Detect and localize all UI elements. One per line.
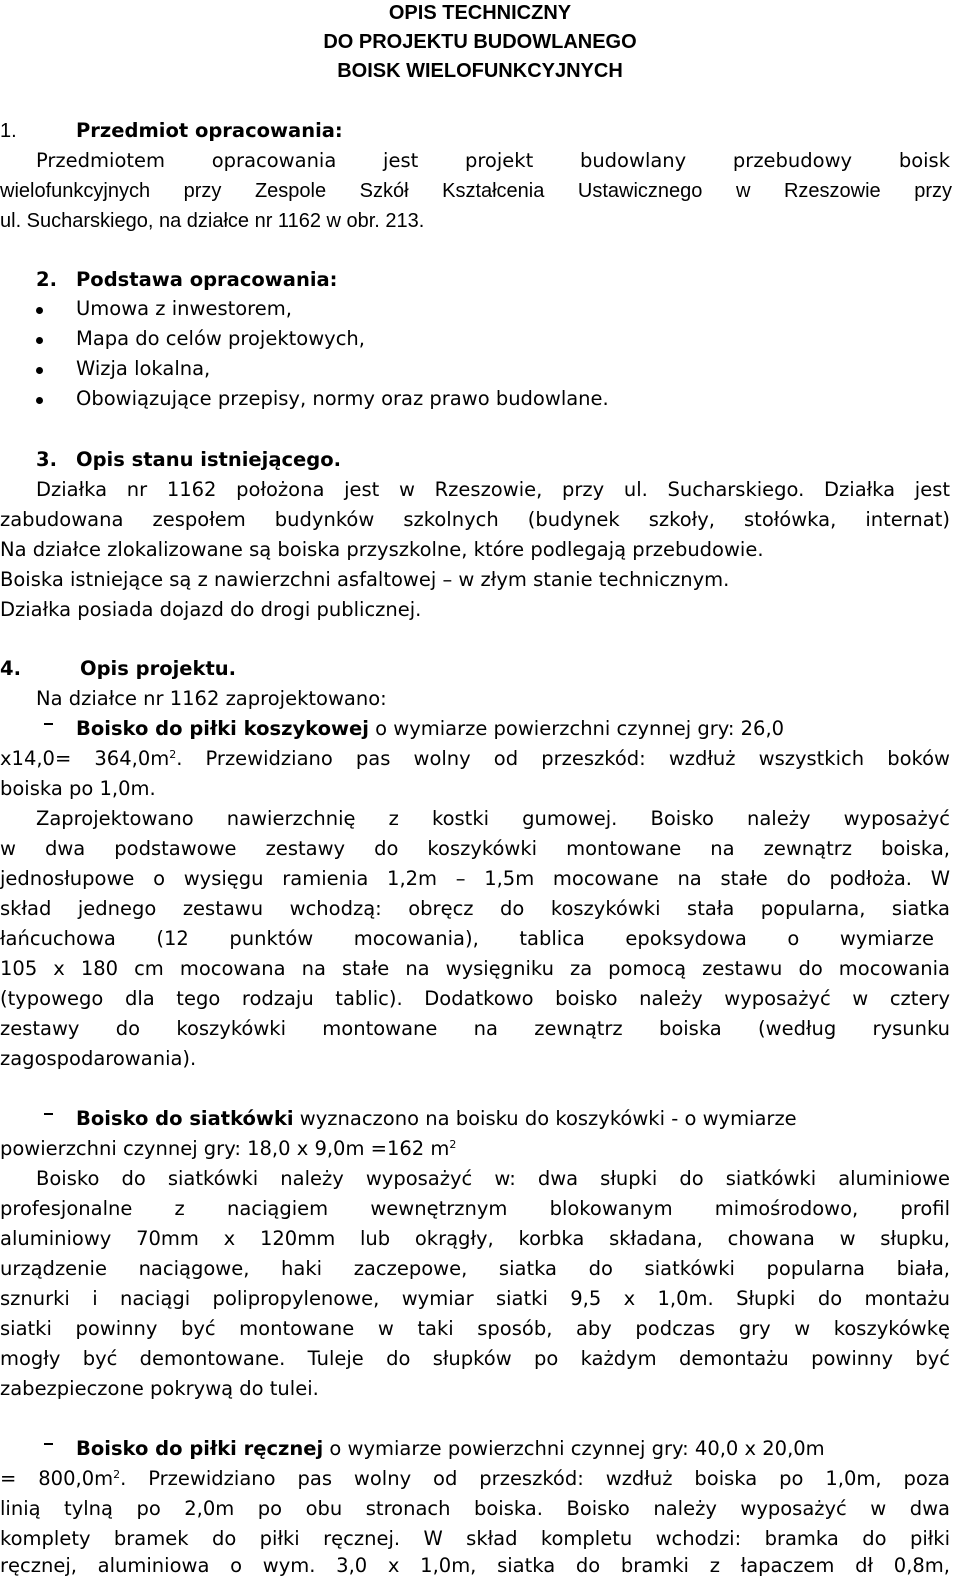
paragraph-line: ręcznej, aluminiowa o wym. 3,0 x 1,0m, siatka do bramki z łapaczem dł 0,8m, [0,1554,950,1577]
section-title: Podstawa opracowania: [76,268,338,291]
paragraph-line: powierzchni czynnej gry: 18,0 x 9,0m =162 $m^2$ [0,1137,457,1160]
paragraph-line: Na działce zlokalizowane są boiska przyszkolne, które podlegają przebudowie. [0,538,764,561]
section-number: 3. [36,448,57,471]
court-name: Boisko do siatkówki [76,1107,294,1130]
court-name: Boisko do piłki koszykowej [76,717,369,740]
paragraph-line: Zaprojektowano nawierzchnię z kostki gumowej. Boisko należy wyposażyć [36,807,950,830]
paragraph-line: (typowego dla tego rodzaju tablic). Dodatkowo boisko należy wyposażyć w cztery [0,987,950,1010]
doc-title-line-3: BOISK WIELOFUNKCYJNYCH [337,60,623,82]
section-title: Przedmiot opracowania: [76,119,343,142]
paragraph-line: ul. Sucharskiego, na działce nr 1162 w obr. 213. [0,210,425,232]
paragraph-line: skład jednego zestawu wchodzą: obręcz do koszykówki stała popularna, siatka [0,897,950,920]
section-number: 1. [0,120,17,142]
paragraph-line: boiska po 1,0m. [0,777,156,800]
paragraph-line: Na działce nr 1162 zaprojektowano: [36,687,387,710]
paragraph-line: Działka posiada dojazd do drogi publicznej. [0,598,422,621]
paragraph-line: Boiska istniejące są z nawierzchni asfaltowej – w złym stanie technicznym. [0,568,730,591]
paragraph-line: zestawy do koszykówki montowane na zewnątrz boiska (według rysunku [0,1017,950,1040]
paragraph-line: zabezpieczone pokrywą do tulei. [0,1377,319,1400]
paragraph-line: Przedmiotem opracowania jest projekt budowlany przebudowy boisk [36,149,950,172]
doc-title-line-1: OPIS TECHNICZNY [388,2,572,24]
paragraph-line: wielofunkcyjnych przy Zespole Szkół Kształcenia Ustawicznego w Rzeszowie przy [0,180,952,202]
paragraph-line: $x14,0= 364,0m^2$. Przewidziano pas wolny od przeszkód: wzdłuż wszystkich boków [0,747,950,770]
section-title: Opis stanu istniejącego. [76,448,342,471]
document-page: OPIS TECHNICZNY DO PROJEKTU BUDOWLANEGO BOISK WIELOFUNKCYJNYCH 1. Przedmiot opracowania: Przedmiotem opracowania jest projekt budowlany przebudowy boisk wielofunkcyjnych przy Zespole Szkół Kształcenia Ustawicznego w Rzeszowie przy ul. Sucharskiego, na działce nr 1162 w obr. 213. 2. Podstawa opracowania: Umowa z inwestorem, Mapa do celów projektowych, Wizja lokalna, Obowiązujące przepisy, normy oraz prawo budowlane. 3. Opis stanu istniejącego. Działka nr 1162 położona jest w Rzeszowie, przy ul. Sucharskiego. Działka jest zabudowana zespołem budynków szkolnych (budynek szkoły, stołówka, internat) Na działce zlokalizowane są boiska przyszkolne, które podlegają przebudowie. Boiska istniejące są z nawierzchni asfaltowej – w złym stanie technicznym. Działka posiada dojazd do drogi publicznej. 4. Opis projektu. Na działce nr 1162 zaprojektowano: Boisko do piłki koszykowej o wymiarze powierzchni czynnej gry: 26,0 $x14,0= 364,0m^2$. Przewidziano pas wolny od przeszkód: wzdłuż wszystkich boków boiska po 1,0m. Zaprojektowano nawierzchnię z kostki gumowej. Boisko należy wyposażyć w dwa podstawowe zestawy do koszykówki montowane na zewnątrz boiska, jednosłupowe o wysięgu ramienia 1,2m – 1,5m mocowane na stałe do podłoża. W skład jednego zestawu wchodzą: obręcz do koszykówki stała popularna, siatka łańcuchowa (12 punktów mocowania), tablica epoksydowa o wymiarze 105 x 180 cm mocowana na stałe na wysięgniku za pomocą zestawu do mocowania (typowego dla tego rodzaju tablic). Dodatkowo boisko należy wyposażyć w cztery zestawy do koszykówki montowane na zewnątrz boiska (według rysunku zagospodarowania). Boisko do siatkówki wyznaczono na boisku do koszykówki - o wymiarze powierzchni czynnej gry: 18,0 x 9,0m =162 $m^2$ Boisko do siatkówki należy wyposażyć w: dwa słupki do siatkówki aluminiowe profesjonalne z naciągiem wewnętrznym blokowanym mimośrodowo, profil aluminiowy 70mm x 120mm lub okrągły, korbka składana, chowana w słupku, urządzenie naciągowe, haki zaczepowe, siatka do siatkówki popularna biała, sznurki i naciągi polipropylenowe, wymiar siatki 9,5 x 1,0m. Słupki do montażu siatki powinny być montowane w taki sposób, aby podczas gry w koszykówkę mogły być demontowane. Tuleje do słupków po każdym demontażu powinny być zabezpieczone pokrywą do tulei. Boisko do piłki ręcznej o wymiarze powierzchni czynnej gry: 40,0 x 20,0m = $800,0m^2$. Przewidziano pas wolny od przeszkód: wzdłuż boiska po 1,0m, poza linią tylną po 2,0m po obu stronach boiska. Boisko należy wyposażyć w dwa komplety bramek do piłki ręcznej. W skład kompletu wchodzi: bramka do piłki ręcznej, aluminiowa o wym. 3,0 x 1,0m, siatka do bramki z łapaczem dł 0,8m, [0,0,960,1581]
section-number: 4. [0,657,21,680]
paragraph-line: siatki powinny być montowane w taki sposób, aby podczas gry w koszykówkę [0,1317,950,1340]
paragraph-line: jednosłupowe o wysięgu ramienia 1,2m – 1,5m mocowane na stałe do podłoża. W [0,867,950,890]
paragraph-line: profesjonalne z naciągiem wewnętrznym blokowanym mimośrodowo, profil [0,1197,950,1220]
paragraph-line: Działka nr 1162 położona jest w Rzeszowie, przy ul. Sucharskiego. Działka jest [36,478,950,501]
paragraph-line: aluminiowy 70mm x 120mm lub okrągły, korbka składana, chowana w słupku, [0,1227,950,1250]
court-name: Boisko do piłki ręcznej [76,1437,324,1460]
paragraph-line: komplety bramek do piłki ręcznej. W skład kompletu wchodzi: bramka do piłki [0,1527,950,1550]
paragraph-line: linią tylną po 2,0m po obu stronach boiska. Boisko należy wyposażyć w dwa [0,1497,950,1520]
paragraph-line: zagospodarowania). [0,1047,197,1070]
paragraph-line: 105 x 180 cm mocowana na stałe na wysięgniku za pomocą zestawu do mocowania [0,957,950,980]
paragraph-line: Boisko do siatkówki należy wyposażyć w: dwa słupki do siatkówki aluminiowe [36,1167,950,1190]
paragraph-line: łańcuchowa (12 punktów mocowania), tablica epoksydowa o wymiarze [0,927,934,950]
doc-title-line-2: DO PROJEKTU BUDOWLANEGO [323,31,637,53]
paragraph-line: zabudowana zespołem budynków szkolnych (budynek szkoły, stołówka, internat) [0,508,950,531]
section-title: Opis projektu. [80,657,237,680]
paragraph-line: mogły być demontowane. Tuleje do słupków po każdym demontażu powinny być [0,1347,950,1370]
paragraph-line: w dwa podstawowe zestawy do koszykówki montowane na zewnątrz boiska, [0,837,950,860]
paragraph-line: = $800,0m^2$. Przewidziano pas wolny od przeszkód: wzdłuż boiska po 1,0m, poza [0,1467,951,1490]
paragraph-line: urządzenie naciągowe, haki zaczepowe, siatka do siatkówki popularna biała, [0,1257,950,1280]
section-number: 2. [36,268,57,291]
paragraph-line: sznurki i naciągi polipropylenowe, wymiar siatki 9,5 x 1,0m. Słupki do montażu [0,1287,950,1310]
